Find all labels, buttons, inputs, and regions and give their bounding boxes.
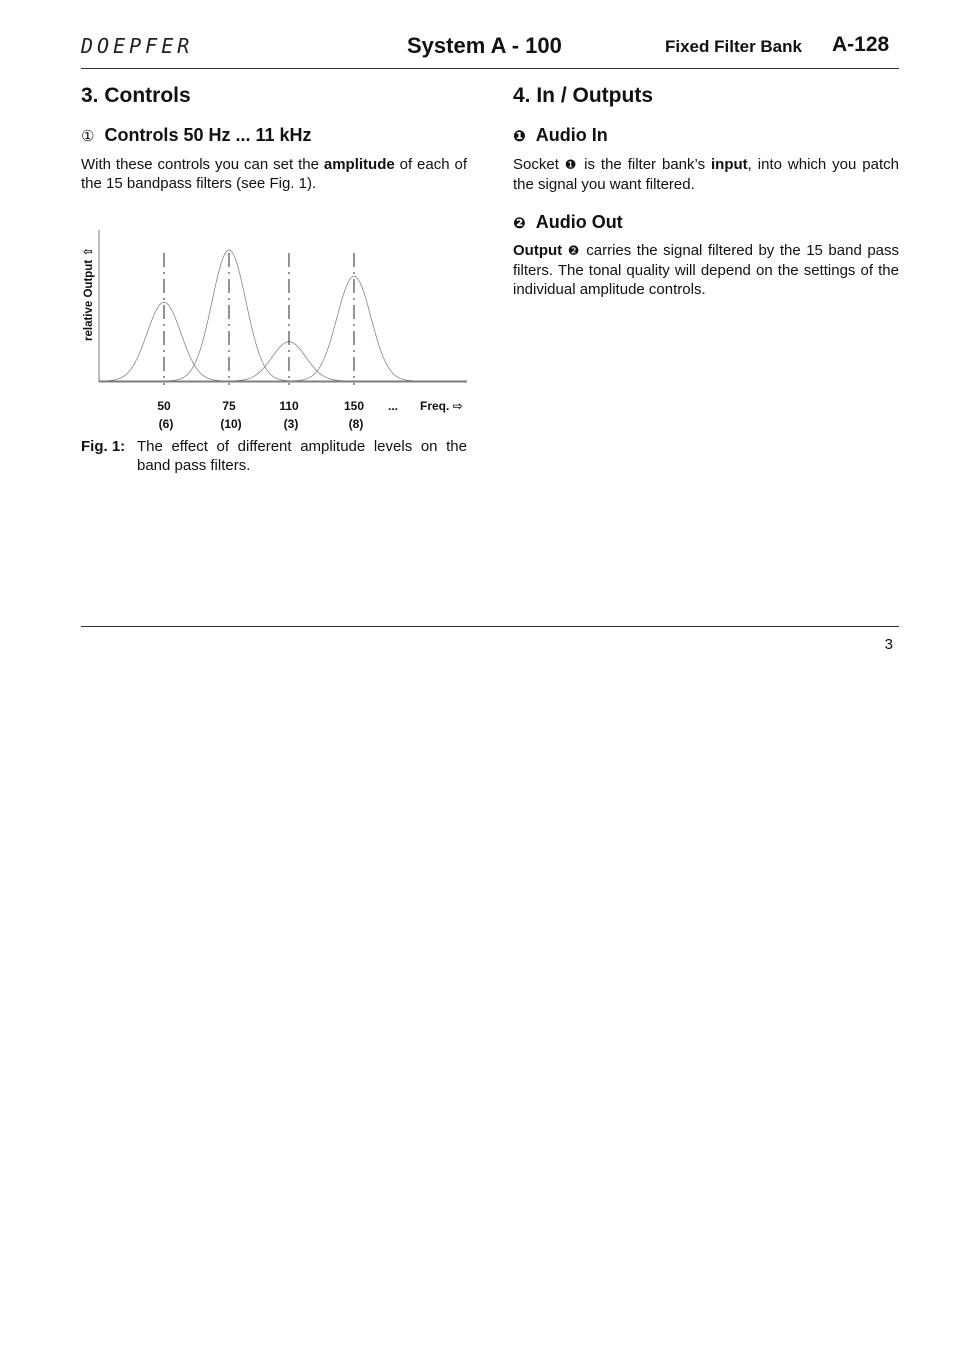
doepfer-logo: DOEPFER [81,34,194,58]
controls-section-title: 3. Controls [81,84,191,107]
audio-in-heading [513,125,608,146]
audio-out-heading-label: Audio Out [535,212,623,232]
controls-heading [81,125,312,146]
controls-heading-label: Controls 50 Hz ... 11 kHz [104,125,312,145]
audio-out-heading [513,212,623,233]
audio-in-heading-label: Audio In [535,125,608,145]
system-title: System A - 100 [407,33,562,58]
chart-x-label: Freq. ⇨ [420,399,463,413]
freq-tick-label: 150 [343,399,365,413]
response-curve-110 [99,342,467,381]
audio-out-description: Output ❷ carries the signal filtered by the 15 band pass filters. The tonal quality will depend on the settings of the individual amplitude controls. [513,242,900,298]
audio-out-marker-icon: ❷ [513,214,526,232]
figure-caption-label: Fig. 1: [81,438,126,455]
level-label: (10) [220,417,242,431]
audio-in-description: Socket ❶ is the filter bank’s input, into which you patch the signal you want filtered. [513,156,899,193]
level-label: (6) [158,417,174,431]
freq-tick-label: 110 [279,399,299,413]
figure-caption [81,437,467,477]
module-id: A-128 [832,33,890,56]
controls-description: With these controls you can set the amplitude of each of the 15 bandpass filters (see Fig. 1). [81,156,467,192]
freq-tick-label: 75 [222,399,236,413]
in-outputs-section-title: 4. In / Outputs [513,84,653,107]
figure-caption-text: The effect of different amplitude levels on the band pass filters. [137,438,467,474]
chart-ellipsis: ... [388,399,399,413]
filter-response-chart [75,225,475,435]
response-curve-75 [99,250,467,381]
freq-tick-label: 50 [157,399,171,413]
page-number: 3 [884,636,893,653]
header-rule [81,68,899,69]
module-name: Fixed Filter Bank [665,37,802,56]
chart-y-label: relative Output ⇧ [83,247,95,341]
audio-in-marker-icon: ❶ [513,127,526,145]
level-label: (3) [283,417,299,431]
footer-rule [81,626,899,627]
level-label: (8) [348,417,364,431]
response-curve-150 [99,276,467,381]
response-curve-50 [99,302,467,381]
control-marker-icon: ① [81,127,95,145]
